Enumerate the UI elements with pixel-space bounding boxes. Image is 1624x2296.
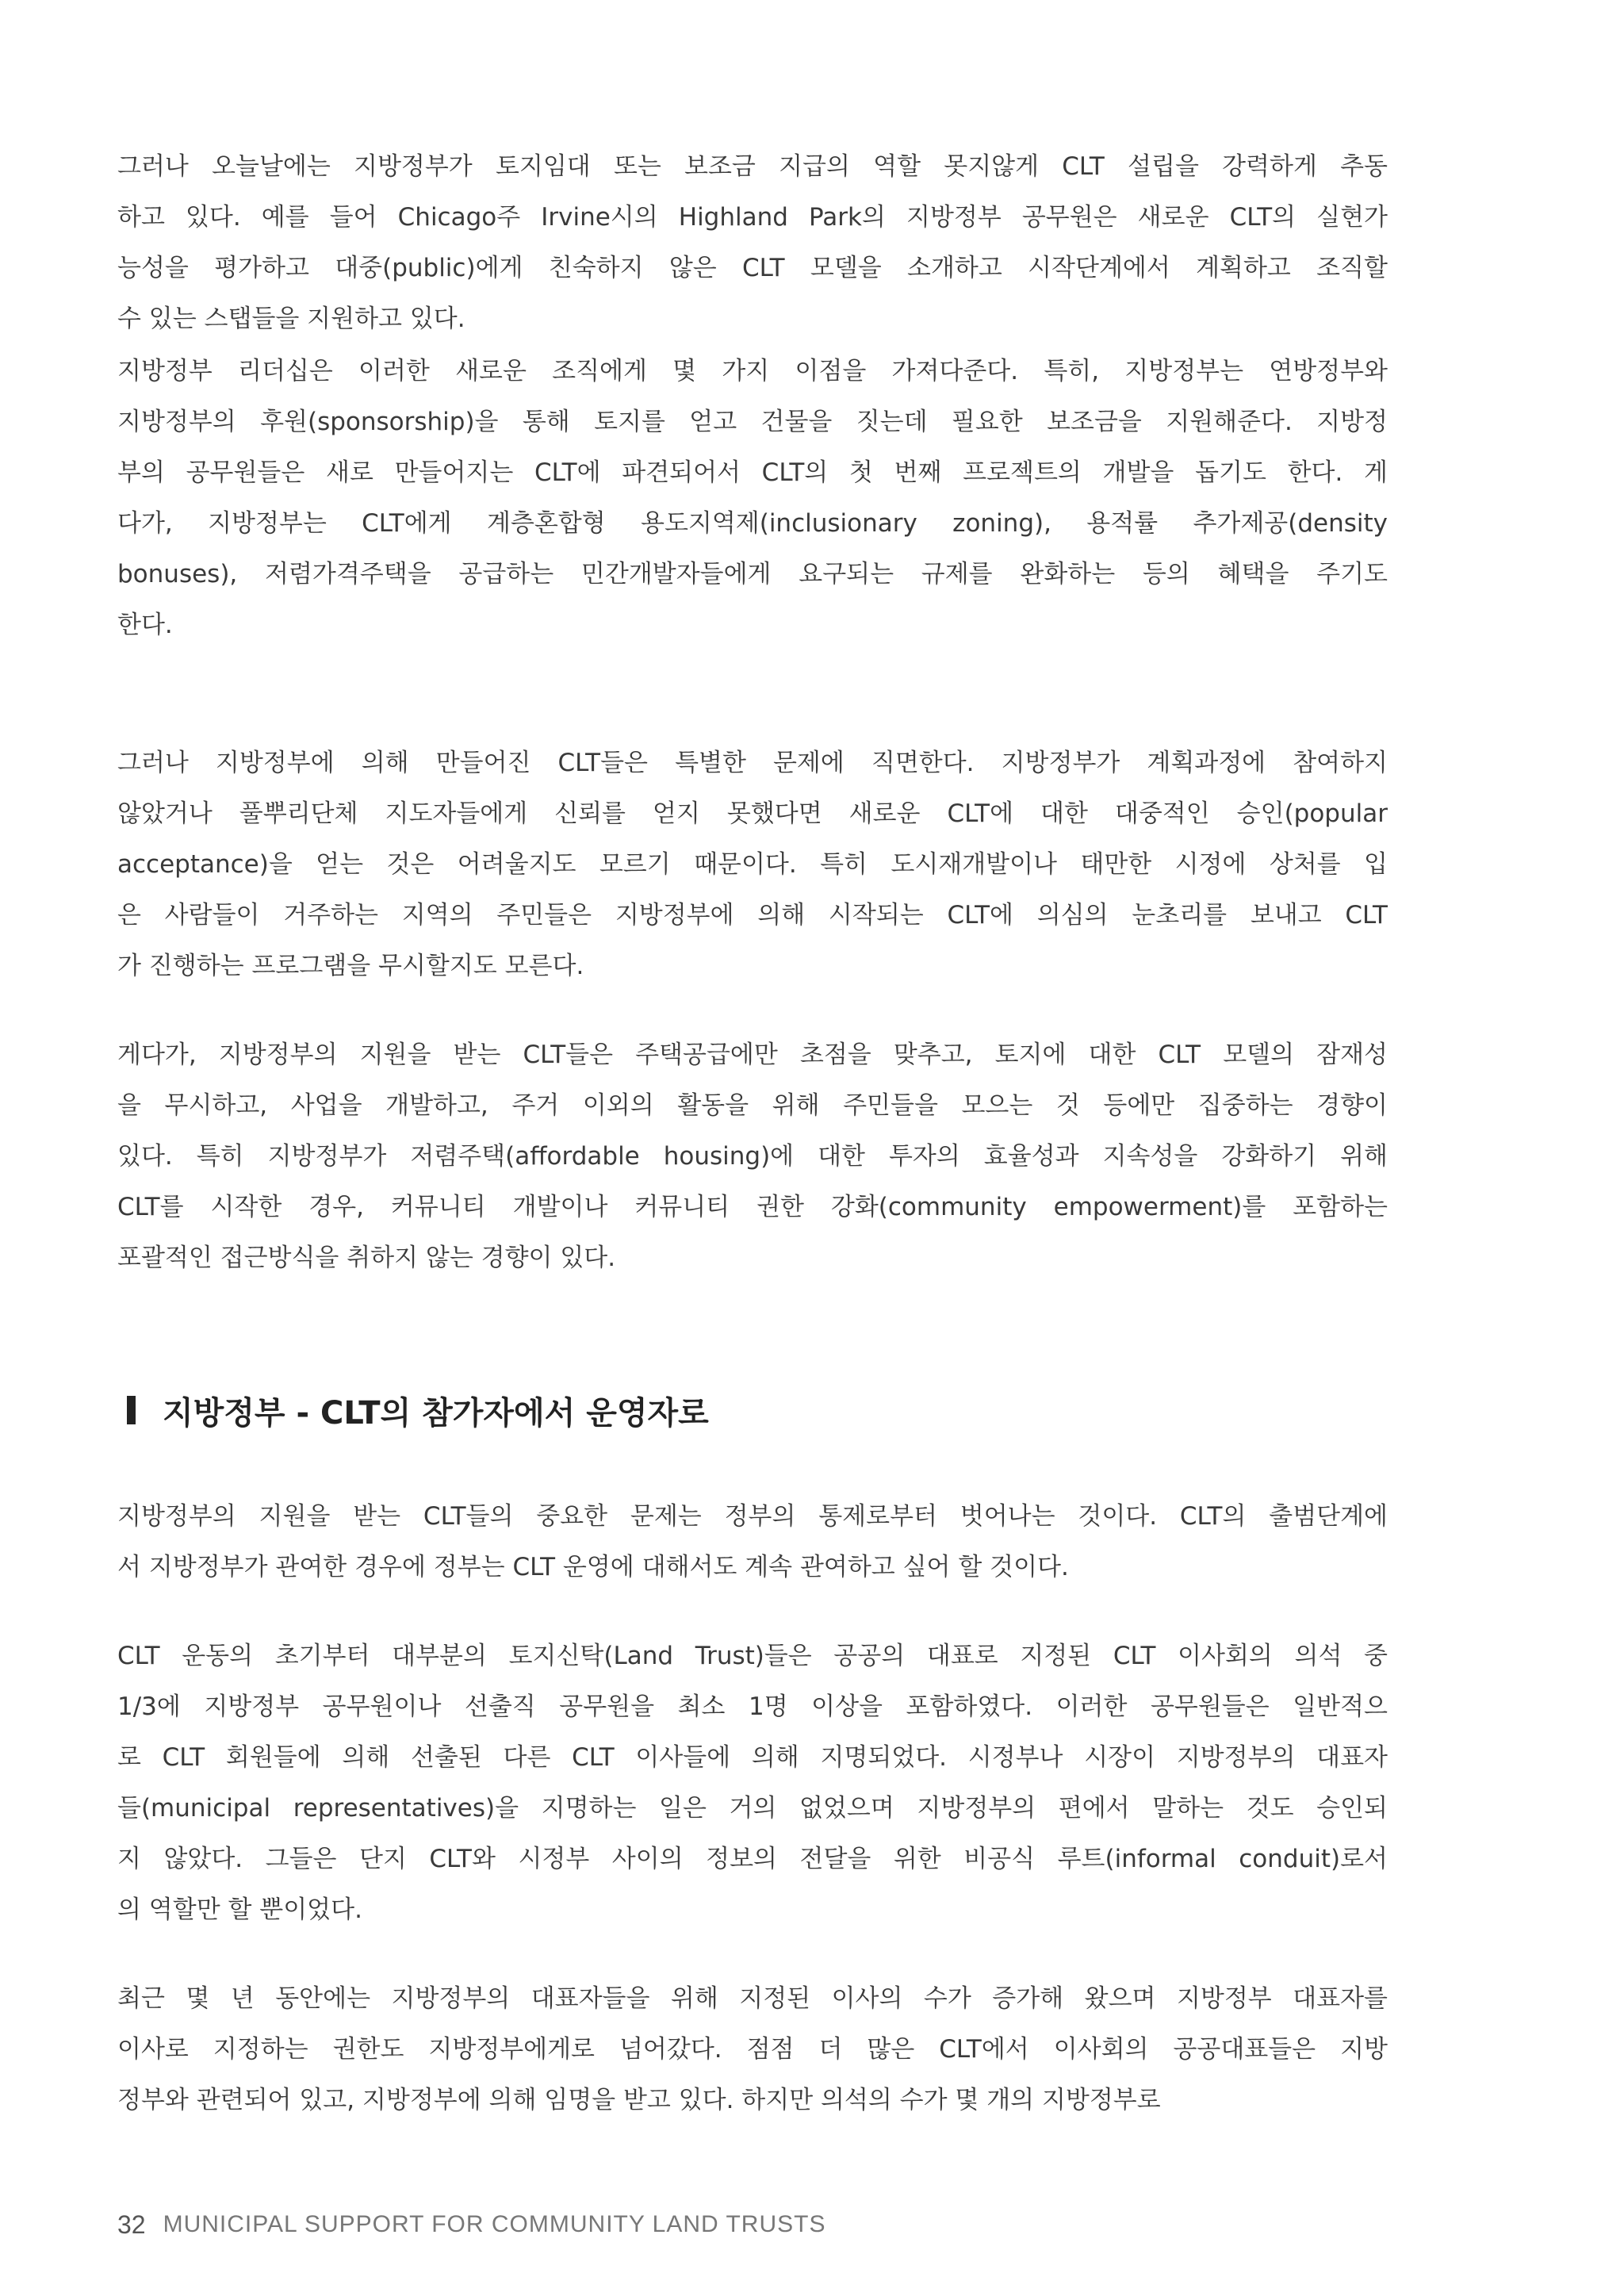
text-line: CLT를 시작한 경우, 커뮤니티 개발이나 커뮤니티 권한 강화(community empowerment)를 포함하는 [117,1193,1388,1221]
paragraph-6 [117,1631,1388,1935]
text-line: 게다가, 지방정부의 지원을 받는 CLT들은 주택공급에만 초점을 맞추고, 토지에 대한 CLT 모델의 잠재성 [117,1041,1388,1069]
text-line: 수 있는 스탭들을 지원하고 있다. [117,305,465,333]
text-line: 그러나 오늘날에는 지방정부가 토지임대 또는 보조금 지급의 역할 못지않게 CLT 설립을 강력하게 추동 [117,152,1388,181]
text-line: 한다. [117,611,173,639]
text-line: 지방정부 리더십은 이러한 새로운 조직에게 몇 가지 이점을 가져다준다. 특히, 지방정부는 연방정부와 [117,357,1388,385]
text-line: 정부와 관련되어 있고, 지방정부에 의해 임명을 받고 있다. 하지만 의석의 수가 몇 개의 지방정부로 [117,2086,1161,2114]
text-line: 을 무시하고, 사업을 개발하고, 주거 이외의 활동을 위해 주민들을 모으는 것 등에만 집중하는 경향이 [117,1091,1388,1120]
heading-text: 지방정부 - CLT의 참가자에서 운영자로 [163,1394,709,1432]
text-line: 지 않았다. 그들은 단지 CLT와 시정부 사이의 정보의 전달을 위한 비공식 루트(informal conduit)로서 [117,1845,1388,1873]
text-line: acceptance)을 얻는 것은 어려울지도 모르기 때문이다. 특히 도시재개발이나 태만한 시정에 상처를 입 [117,850,1388,879]
text-line: 지방정부의 후원(sponsorship)을 통해 토지를 얻고 건물을 짓는데 필요한 보조금을 지원해준다. 지방정 [117,408,1388,436]
paragraph-1 [117,141,1388,344]
text-line: CLT 운동의 초기부터 대부분의 토지신탁(Land Trust)들은 공공의 대표로 지정된 CLT 이사회의 의석 중 [117,1642,1388,1670]
text-line: 그러나 지방정부에 의해 만들어진 CLT들은 특별한 문제에 직면한다. 지방정부가 계획과정에 참여하지 [117,749,1388,777]
text-line: 은 사람들이 거주하는 지역의 주민들은 지방정부에 의해 시작되는 CLT에 의심의 눈초리를 보내고 CLT [117,901,1388,930]
text-line: 포괄적인 접근방식을 취하지 않는 경향이 있다. [117,1244,616,1272]
text-line: 의 역할만 할 뿐이었다. [117,1895,362,1924]
text-line: 최근 몇 년 동안에는 지방정부의 대표자들을 위해 지정된 이사의 수가 증가해 왔으며 지방정부 대표자를 [117,1984,1388,2013]
text-line: 들(municipal representatives)을 지명하는 일은 거의 없었으며 지방정부의 편에서 말하는 것도 승인되 [117,1794,1388,1823]
text-line: 능성을 평가하고 대중(public)에게 친숙하지 않은 CLT 모델을 소개하고 시작단계에서 계획하고 조직할 [117,254,1388,282]
text-line: 로 CLT 회원들에 의해 선출된 다른 CLT 이사들에 의해 지명되었다. 시정부나 시장이 지방정부의 대표자 [117,1743,1388,1772]
text-line: 이사로 지정하는 권한도 지방정부에게로 넘어갔다. 점점 더 많은 CLT에서 이사회의 공공대표들은 지방 [117,2035,1388,2064]
text-line: 있다. 특히 지방정부가 저렴주택(affordable housing)에 대한 투자의 효율성과 지속성을 강화하기 위해 [117,1142,1388,1171]
text-line: 않았거나 풀뿌리단체 지도자들에게 신뢰를 얻지 못했다면 새로운 CLT에 대한 대중적인 승인(popular [117,799,1388,828]
paragraph-2 [117,346,1388,650]
page-footer [117,2205,825,2244]
text-line: 다가, 지방정부는 CLT에게 계층혼합형 용도지역제(inclusionary zoning), 용적률 추가제공(density [117,509,1388,538]
text-line: 지방정부의 지원을 받는 CLT들의 중요한 문제는 정부의 통제로부터 벗어나는 것이다. CLT의 출범단계에 [117,1502,1388,1531]
paragraph-4 [117,1029,1388,1283]
section-heading [127,1386,709,1434]
paragraph-5 [117,1491,1388,1593]
text-line: bonuses), 저렴가격주택을 공급하는 민간개발자들에게 요구되는 규제를 완화하는 등의 혜택을 주기도 [117,560,1388,588]
text-line: 1/3에 지방정부 공무원이나 선출직 공무원을 최소 1명 이상을 포함하였다. 이러한 공무원들은 일반적으 [117,1692,1388,1721]
running-title: MUNICIPAL SUPPORT FOR COMMUNITY LAND TRUSTS [163,2211,826,2237]
text-line: 부의 공무원들은 새로 만들어지는 CLT에 파견되어서 CLT의 첫 번째 프로젝트의 개발을 돕기도 한다. 게 [117,458,1388,487]
text-line: 하고 있다. 예를 들어 Chicago주 Irvine시의 Highland Park의 지방정부 공무원은 새로운 CLT의 실현가 [117,203,1388,232]
text-line: 서 지방정부가 관여한 경우에 정부는 CLT 운영에 대해서도 계속 관여하고 싶어 할 것이다. [117,1553,1069,1581]
paragraph-7 [117,1973,1388,2125]
heading-marker [127,1396,136,1424]
text-line: 가 진행하는 프로그램을 무시할지도 모른다. [117,952,584,980]
page-number: 32 [117,2210,146,2239]
paragraph-3 [117,738,1388,991]
